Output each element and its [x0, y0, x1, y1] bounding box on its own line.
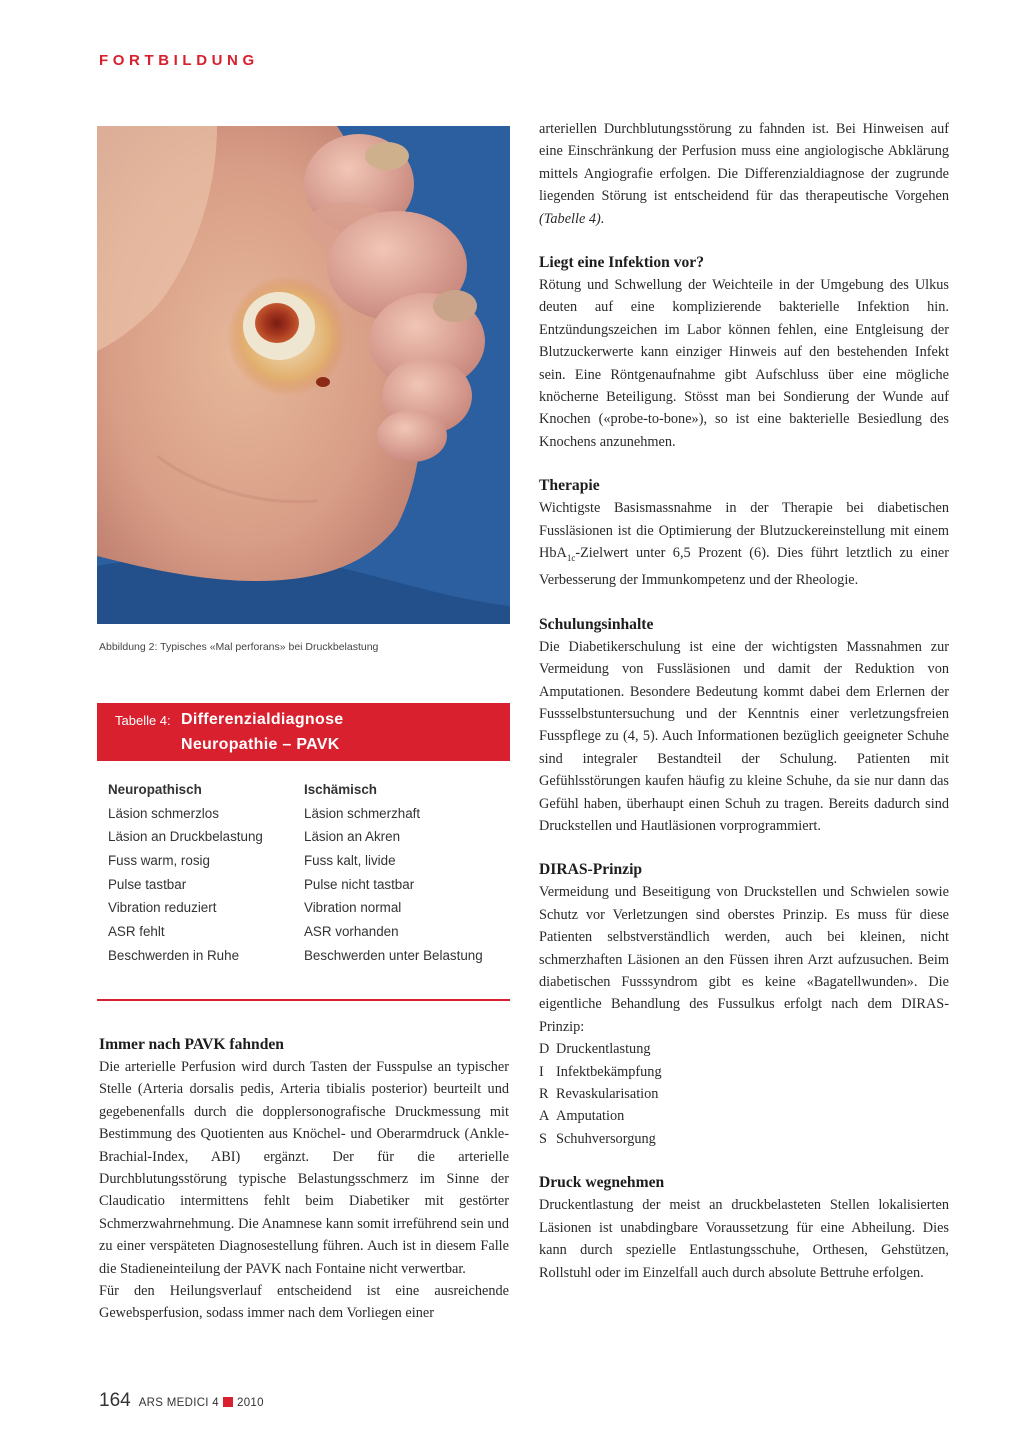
paragraph: Vermeidung und Beseitigung von Druckstellen und Schwielen sowie Schutz vor Verletzungen sind oberstes Prinzip. Es muss für diese Patienten selbstverständlich werden, auch bei kleinen, nicht schmerzhaften Läsionen an den Füssen ihren Arzt aufzusuchen. Beim diabetischen Fusssyndrom gibt es keine «Bagatellwunden». Die eigentliche Behandlung des Fussulkus erfolgt nach dem DIRAS-Prinzip: [539, 884, 949, 1035]
table-cell: Läsion schmerzhaft [304, 805, 421, 821]
table-cell: Läsion an Druckbelastung [108, 829, 263, 845]
list-item [539, 1061, 949, 1083]
table-cell: Beschwerden unter Belastung [304, 947, 483, 963]
table-header [97, 703, 510, 761]
heading-infektion: Liegt eine Infektion vor? [539, 254, 705, 272]
table-title-line1: Differenzialdiagnose [181, 711, 344, 728]
list-letter: D [539, 1041, 550, 1058]
table-cell: Läsion an Akren [304, 829, 401, 845]
left-text-column [99, 1034, 509, 1325]
list-text: Druckentlastung [556, 1041, 651, 1058]
table-column-header: Neuropathisch [108, 782, 202, 797]
paragraph-text: Wichtigste Basismassnahme in der Therapie bei diabetischen Fussläsionen ist die Optimierung der Blutzuckereinstellung mit einem HbA [539, 500, 949, 562]
table-label: Tabelle 4: [115, 713, 171, 728]
table-cell: Fuss warm, rosig [108, 853, 210, 869]
page-footer [99, 1390, 264, 1412]
table-title-line2: Neuropathie – PAVK [181, 736, 340, 753]
journal-year: 2010 [237, 1397, 264, 1409]
right-text-column [539, 118, 949, 1284]
heading-therapie: Therapie [539, 477, 600, 495]
heading-diras: DIRAS-Prinzip [539, 861, 643, 879]
list-letter: R [539, 1086, 549, 1103]
list-letter: I [539, 1063, 544, 1080]
list-item [539, 1083, 949, 1105]
list-item [539, 1105, 949, 1127]
paragraph: Druckentlastung der meist an druckbelasteten Stellen lokalisierten Läsionen ist unabdingbare Voraussetzung für eine Abheilung. Dies kann durch spezielle Entlastungsschuhe, Orthesen, Gehstützen, Rollstuhl oder im Einzelfall auch durch absolute Bettruhe erfolgen. [539, 1197, 949, 1281]
table-bottom-rule [97, 999, 510, 1001]
paragraph [539, 118, 949, 230]
list-letter: A [539, 1108, 550, 1125]
foot-ulcer-photo [97, 126, 510, 624]
list-item [539, 1038, 949, 1060]
section-label: FORTBILDUNG [99, 52, 259, 69]
table-column-neuropathisch [108, 780, 263, 970]
table-reference: (Tabelle 4). [539, 210, 605, 227]
table-cell: Fuss kalt, livide [304, 853, 396, 869]
table-column-ischaemisch [304, 780, 483, 970]
paragraph: Für den Heilungsverlauf entscheidend ist eine ausreichende Gewebsperfusion, sodass immer nach dem Vorliegen einer [99, 1283, 509, 1322]
heading-druck: Druck wegnehmen [539, 1174, 665, 1192]
list-text: Infektbekämpfung [556, 1063, 662, 1080]
paragraph [539, 497, 949, 591]
paragraph: Die Diabetikerschulung ist eine der wichtigsten Massnahmen zur Vermeidung von Fussläsionen und damit der Reduktion von Amputationen. Besondere Bedeutung kommt dabei dem Erlernen der Fussselbstuntersuchung und der Kenntnis einer verletzungsfreien Fusspflege zu (4, 5). Auch Informationen bezüglich geeigneter Schuhe sind integraler Bestandteil der Schulung. Patienten mit Gefühlsstörungen kaufen häufig zu kleine Schuhe, da sie nur dann das Gefühl haben, überhaupt einen Schuh zu tragen. Bereits dadurch sind Druckstellen und Hautläsionen vorprogrammiert. [539, 638, 949, 835]
table-cell: Vibration reduziert [108, 900, 217, 916]
paragraph-text: -Zielwert unter 6,5 Prozent (6). Dies führt letztlich zu einer Verbesserung der Immunkompetenz und der Rheologie. [539, 545, 949, 589]
table-cell: Beschwerden in Ruhe [108, 947, 240, 963]
list-text: Revaskularisation [556, 1086, 659, 1103]
paragraph-text: arteriellen Durchblutungsstörung zu fahnden ist. Bei Hinweisen auf eine Einschränkung der Perfusion muss eine angiologische Abklärung mittels Angiografie erfolgen. Die Differenzialdiagnose der zugrunde liegenden Störung ist entscheidend für das therapeutische Vorgehen [539, 121, 949, 205]
table-cell: Pulse tastbar [108, 876, 187, 892]
table-cell: Vibration normal [304, 900, 402, 916]
heading-schulung: Schulungsinhalte [539, 615, 654, 633]
paragraph: Die arterielle Perfusion wird durch Tasten der Fusspulse an typischer Stelle (Arteria dorsalis pedis, Arteria tibialis posterior) beurteilt und gegebenenfalls durch die dopplersonografische Druckmessung mit Bestimmung des Quotienten aus Knöchel- und Oberarmdruck (Ankle-Brachial-Index, ABI) ergänzt. Der für die arterielle Durchblutungsstörung typische Belastungsschmerz im Sinne der Claudicatio intermittens fehlt beim Diabetiker mit gestörter Schmerzwahrnehmung. Die Anamnese kann somit irreführend sein und zu einer verspäteten Diagnosestellung führen. Auch ist in diesem Falle die Stadieneinteilung der PAVK nach Fontaine nicht verwertbar. [99, 1059, 509, 1277]
table-cell: ASR fehlt [108, 924, 165, 940]
footer-square-icon [223, 1397, 233, 1407]
page-number: 164 [99, 1390, 131, 1411]
figure-caption: Abbildung 2: Typisches «Mal perforans» bei Druckbelastung [99, 641, 379, 653]
paragraph: Rötung und Schwellung der Weichteile in der Umgebung des Ulkus deuten auf eine komplizierende bakterielle Infektion hin. Entzündungszeichen im Labor können fehlen, eine Entgleisung der Blutzuckerwerte kann einziger Hinweis auf den bestehenden Infekt sein. Eine Röntgenaufnahme gibt Aufschluss über eine mögliche knöcherne Beteiligung. Stösst man bei Sondierung der Wunde auf Knochen («probe-to-bone»), so ist eine bakterielle Besiedlung des Knochens anzunehmen. [539, 277, 949, 450]
list-item [539, 1128, 949, 1150]
heading-pavk: Immer nach PAVK fahnden [99, 1036, 284, 1053]
table-column-header: Ischämisch [304, 782, 377, 797]
list-letter: S [539, 1130, 547, 1147]
table-cell: Läsion schmerzlos [108, 805, 219, 821]
subscript: 1c [566, 552, 576, 563]
list-text: Amputation [556, 1108, 625, 1125]
journal-name: ARS MEDICI 4 [138, 1397, 219, 1409]
table-cell: ASR vorhanden [304, 924, 399, 940]
list-text: Schuhversorgung [556, 1130, 656, 1147]
table-cell: Pulse nicht tastbar [304, 876, 415, 892]
